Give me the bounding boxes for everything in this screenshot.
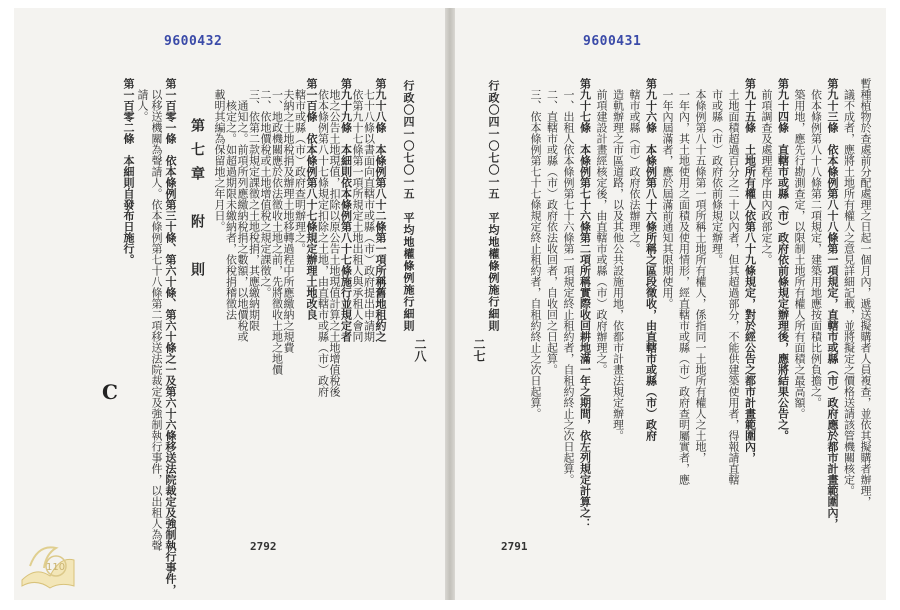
left-text-column: 通知之。前項所列應繳納稅捐之數額，以地價稅或 bbox=[236, 78, 249, 342]
right-text-column: 第九十四條 直轄市或縣（市）政府依前條規定辦理後，應將結果公告之。 bbox=[776, 78, 790, 441]
left-text-column: 第一百零二條 本細則自發布日施行。 bbox=[122, 78, 135, 265]
left-text-column: 七十八條以書面向直轄市或縣（市）政府提出申請期 bbox=[362, 78, 376, 342]
left-text-column: 地之公告土地現值，扣除以原公告土地現值計算之土地增值稅後 bbox=[328, 78, 341, 397]
left-text-column: 二、依地價稅或土地增值稅之規定課徵之。 bbox=[259, 78, 272, 298]
folio-right: 二七 bbox=[472, 338, 486, 362]
page-stamp-right: 9600431 bbox=[583, 34, 642, 49]
logo-text: 110 bbox=[46, 562, 66, 573]
right-text-column: 一年內屆滿者，應於屆滿前通知其限期使用。 bbox=[661, 78, 674, 309]
left-text-column: 第九十八條 本條例第八十二條第一項所稱舊地租約之 bbox=[374, 78, 387, 342]
right-text-column: 土地面積超過百分之二十以內者，但其超過部分，不能供建築使用者，得報請直轄 bbox=[727, 78, 740, 485]
left-text-column: 依第九十七條第一項所規定土地出租人與承租人會同 bbox=[351, 78, 364, 342]
left-page bbox=[14, 8, 445, 600]
left-text-column: 依本條例第八十七條規定扣除之土地，由直轄市或縣（市）政府 bbox=[316, 78, 330, 397]
right-text-column: 依本條例第八十八條第二項規定，建築用地應按面積比例負擔之。 bbox=[809, 78, 823, 408]
right-text-column: 第九十七條 本條例第七十六條第二項所稱實際收回耕地滿一年之期間，依左列規定計算之： bbox=[578, 78, 592, 529]
page-number-left: 2792 bbox=[250, 540, 277, 553]
chapter-title: 第七章 附 則 bbox=[189, 118, 205, 286]
left-text-column: 核定之。如超過期限未繳納者，依稅捐稽徵法 bbox=[224, 78, 238, 320]
right-page bbox=[455, 8, 886, 600]
left-text-column: 夫納之土地稅捐及辦理土地移轉過程中所應繳納之規費 bbox=[282, 78, 295, 353]
right-text-column: 第九十三條 依本條例第八十八條第一項規定，直轄市或縣（市）政府應於都市計畫範圍內， bbox=[826, 78, 839, 529]
right-text-column: 三、依本條例第七十七條規定終止租約者，自租約終止之次日起算。 bbox=[529, 78, 542, 419]
book-spread bbox=[14, 8, 886, 600]
left-text-column: 請人。 bbox=[136, 78, 149, 122]
right-text-column: 造軌辦理之市區道路，以及其他公共設施用地，依都市計畫法規定辦理。 bbox=[611, 78, 625, 441]
right-text-column: 轄市或縣（市）政府依法辦理之。 bbox=[628, 78, 641, 254]
right-text-column: 本條例第八十五條第一項所稱土地所有權人，係指同一土地所有權人之土地， bbox=[694, 78, 707, 463]
left-text-column: 第九十九條 本細則依本條例第八十七條施行並規定者 bbox=[339, 78, 353, 342]
right-text-column: 一年內，其土地使用之面積及使用情形，經直轄市或縣（市）政府查明屬實者，應 bbox=[677, 78, 691, 485]
right-text-column: 第九十六條 本條例第八十六條所稱之區段徵收，由直轄市或縣（市）政府 bbox=[644, 78, 658, 441]
left-text-column: 載明其編為保留地之年月日。 bbox=[213, 78, 226, 232]
c-mark: C bbox=[102, 380, 118, 404]
folio-left: 二八 bbox=[413, 338, 427, 362]
left-text-column: 三、依第二款規定課徵之土地稅捐，其應繳納期限 bbox=[247, 78, 261, 331]
right-text-column: 二、直轄市或縣（市）政府依法收回者，自收回之日起算。 bbox=[545, 78, 559, 375]
left-text-column: 第一百條 依本條例第八十七條規定辦理土地改良 bbox=[305, 78, 318, 320]
right-text-column: 議不成者，應將土地所有權人之意見詳細記載，並將擬定之價格送請該管機關核定。 bbox=[842, 78, 856, 496]
right-text-column: 一、出租人依本條例第七十六條第一項規定終止租約者，自租約終止之次日起算。 bbox=[562, 78, 575, 485]
right-text-column: 前項調查及處理程序由內政部定之。 bbox=[760, 78, 773, 265]
book-gutter bbox=[445, 8, 455, 600]
left-text-column: 一、地政機關應於依法徵收土地之前，先將徵收土地之地價 bbox=[270, 78, 284, 375]
left-text-column: 轄市或縣（市）政府查明辦理之。 bbox=[293, 78, 307, 254]
right-text-column: 築用地，應先行勘測查定，以限制土地所有權人所有面積之最高額。 bbox=[793, 78, 806, 419]
library-logo-icon bbox=[16, 536, 80, 592]
left-text-column: 以移送機關為聲請人。依本條例第七十八條第二項移送法院裁定及強制執行事件，以出租人為聲 bbox=[150, 78, 163, 551]
right-text-column: 暫種植物於查處前分配處理之日起一個月內，遞送擬購者人員複查，並依其擬購者辦理， bbox=[859, 78, 872, 507]
page-number-right: 2791 bbox=[501, 540, 528, 553]
page-stamp-left: 9600432 bbox=[164, 34, 223, 49]
left-text-column: 第一百零一條 依本條例第三十條、第六十條、第六十條之一及第六十六條移送法院裁定及強制執行事件， bbox=[164, 78, 177, 595]
right-text-column: 前項建設計畫經核定後，由直轄市或縣（市）政府辦理之。 bbox=[595, 78, 608, 375]
running-head-left: 行政〇四一〇七〇一五 平均地權條例施行細則 bbox=[402, 80, 415, 332]
running-head-right: 行政〇四一〇七〇一五 平均地權條例施行細則 bbox=[487, 80, 500, 332]
right-text-column: 第九十五條 土地所有權人依第八十九條規定，對於經公告之都市計畫範圍內， bbox=[743, 78, 757, 463]
right-text-column: 市或縣（市）政府依前條規定辦理。 bbox=[710, 78, 724, 265]
